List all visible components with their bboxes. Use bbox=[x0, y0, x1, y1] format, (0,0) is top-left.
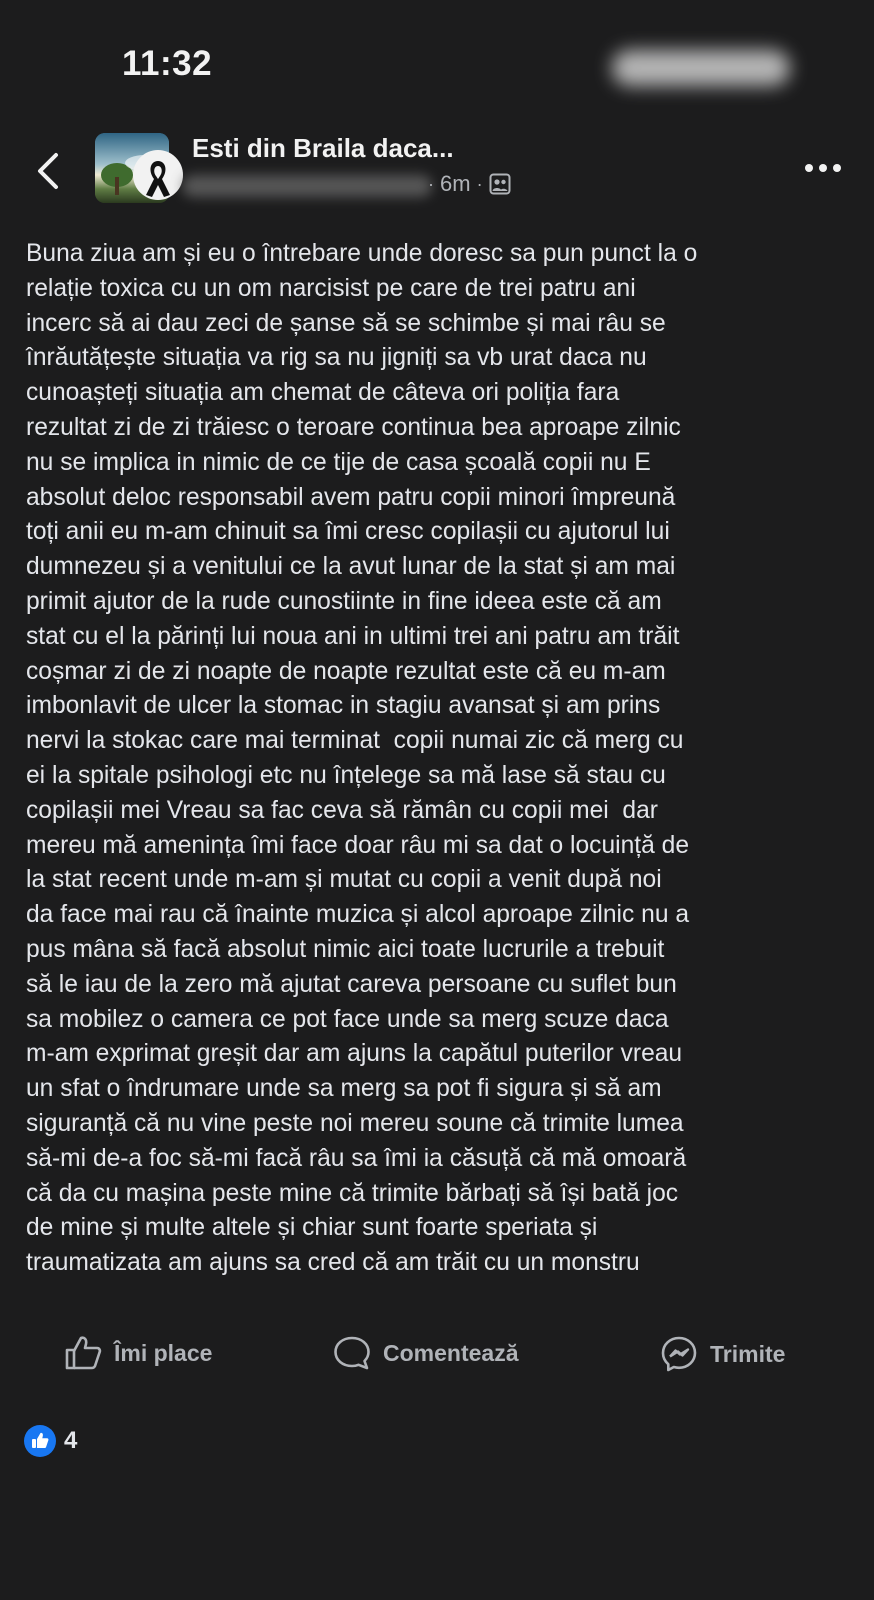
post-text-line: Buna ziua am și eu o întrebare unde doresc sa pun punct la o bbox=[26, 240, 698, 267]
post-text-line: un sfat o îndrumare unde sa merg sa pot fi sigura și să am bbox=[26, 1075, 662, 1103]
post-text-line: nervi la stokac care mai terminat copii numai zic că merg cu bbox=[26, 727, 684, 755]
status-bar bbox=[0, 0, 874, 120]
post-text-line: cunoașteți situația am chemat de câteva ori poliția fara bbox=[26, 379, 620, 407]
post-text-line: nu se implica in nimic de ce tije de casa școală copii nu E bbox=[26, 448, 651, 476]
post-text-line: rezultat zi de zi trăiesc o teroare continua bea aproape zilnic bbox=[26, 413, 681, 441]
post-text-line: că da cu mașina peste mine că trimite bărbați să își bată joc bbox=[26, 1179, 679, 1207]
post-text-line: înrăutățește situația va rig sa nu jigniți sa vb urat daca nu bbox=[26, 344, 647, 372]
post-text-line: da face mai rau că înainte muzica și alcol aproape zilnic nu a bbox=[26, 901, 690, 929]
post-text-line: imbonlavit de ulcer la stomac in stagiu avansat și am prins bbox=[26, 692, 661, 720]
post-text-line: absolut deloc responsabil avem patru copii minori împreună bbox=[26, 483, 676, 511]
chevron-left-icon bbox=[30, 151, 66, 191]
post-text-line: să le iau de la zero mă ajutat careva persoane cu suflet bun bbox=[26, 970, 677, 998]
share-button[interactable] bbox=[660, 1335, 785, 1373]
like-label: Îmi place bbox=[114, 1339, 213, 1366]
post-text-line: sa mobilez o camera ce pot face unde sa merg scuze daca bbox=[26, 1005, 669, 1033]
post-text-line: m-am exprimat greșit dar am ajuns la capătul puterilor vreau bbox=[26, 1040, 683, 1068]
post-text-line: siguranță că nu vine peste noi mereu soune că trimite lumea bbox=[26, 1109, 684, 1137]
share-label: Trimite bbox=[710, 1340, 786, 1367]
post-header bbox=[0, 125, 874, 215]
group-name[interactable]: Esti din Braila daca... bbox=[192, 133, 454, 163]
post-text-line: ei la spitale psihologi etc nu înțelege sa mă lase să stau cu bbox=[26, 761, 666, 789]
post-text-line: pus mâna să facă absolut nimic aici toate lucrurile a trebuit bbox=[26, 935, 665, 963]
post-meta bbox=[428, 171, 511, 197]
meta-separator: · bbox=[428, 173, 434, 194]
mourning-ribbon-icon bbox=[132, 147, 184, 203]
back-button[interactable] bbox=[30, 151, 66, 191]
post-action-bar bbox=[0, 1335, 874, 1385]
post-time[interactable]: 6m bbox=[440, 171, 471, 196]
reactions-summary[interactable] bbox=[24, 1425, 77, 1457]
more-options-button[interactable] bbox=[802, 155, 844, 181]
comment-bubble-icon bbox=[333, 1335, 371, 1371]
status-clock: 11:32 bbox=[122, 44, 213, 83]
messenger-icon bbox=[660, 1335, 698, 1373]
post-text-line: relație toxica cu un om narcisist pe care de trei patru ani bbox=[26, 274, 636, 302]
meta-separator: · bbox=[476, 173, 483, 194]
post-text-line: coșmar zi de zi noapte de noapte rezultat este că eu m-am bbox=[26, 657, 666, 685]
like-button[interactable] bbox=[64, 1335, 212, 1371]
thumbs-up-icon bbox=[64, 1335, 102, 1371]
post-text-line: de mine și multe altele și chiar sunt foarte speriata și bbox=[26, 1214, 598, 1242]
post-text bbox=[26, 237, 866, 1281]
post-text-line: traumatizata am ajuns sa cred că am trăit cu un monstru bbox=[26, 1249, 640, 1277]
comment-button[interactable] bbox=[333, 1335, 518, 1371]
comment-label: Comentează bbox=[383, 1339, 519, 1366]
like-reaction-icon bbox=[24, 1425, 56, 1457]
post-text-line: dumnezeu și a venitului ce la avut lunar de la stat și am mai bbox=[26, 553, 676, 581]
like-reaction-glyph bbox=[30, 1431, 50, 1451]
more-dots-icon bbox=[802, 155, 844, 181]
post-text-line: copilașii mei Vreau sa fac ceva să rămân cu copii mei dar bbox=[26, 796, 658, 824]
reaction-count: 4 bbox=[64, 1427, 78, 1454]
post-text-line: la stat recent unde m-am și mutat cu copii a venit după noi bbox=[26, 866, 662, 894]
group-members-icon bbox=[489, 173, 511, 195]
post-text-line: incerc să ai dau zeci de șanse să se schimbe și mai râu se bbox=[26, 309, 666, 337]
post-text-line: să-mi de-a foc să-mi facă râu sa îmi ia căsuță că mă omoară bbox=[26, 1144, 687, 1172]
post-text-line: stat cu el la părinți lui noua ani in ultimi trei ani patru am trăit bbox=[26, 622, 680, 650]
author-name-blurred bbox=[182, 175, 432, 197]
post-text-line: mereu mă amenința îmi face doar râu mi sa dat o locuință de bbox=[26, 831, 689, 859]
post-text-line: toți anii eu m-am chinuit sa îmi cresc copilașii cu ajutorul lui bbox=[26, 518, 670, 546]
status-indicators-blurred bbox=[612, 50, 790, 86]
post-text-line: primit ajutor de la rude cunostiinte in fine ideea este că am bbox=[26, 587, 662, 615]
